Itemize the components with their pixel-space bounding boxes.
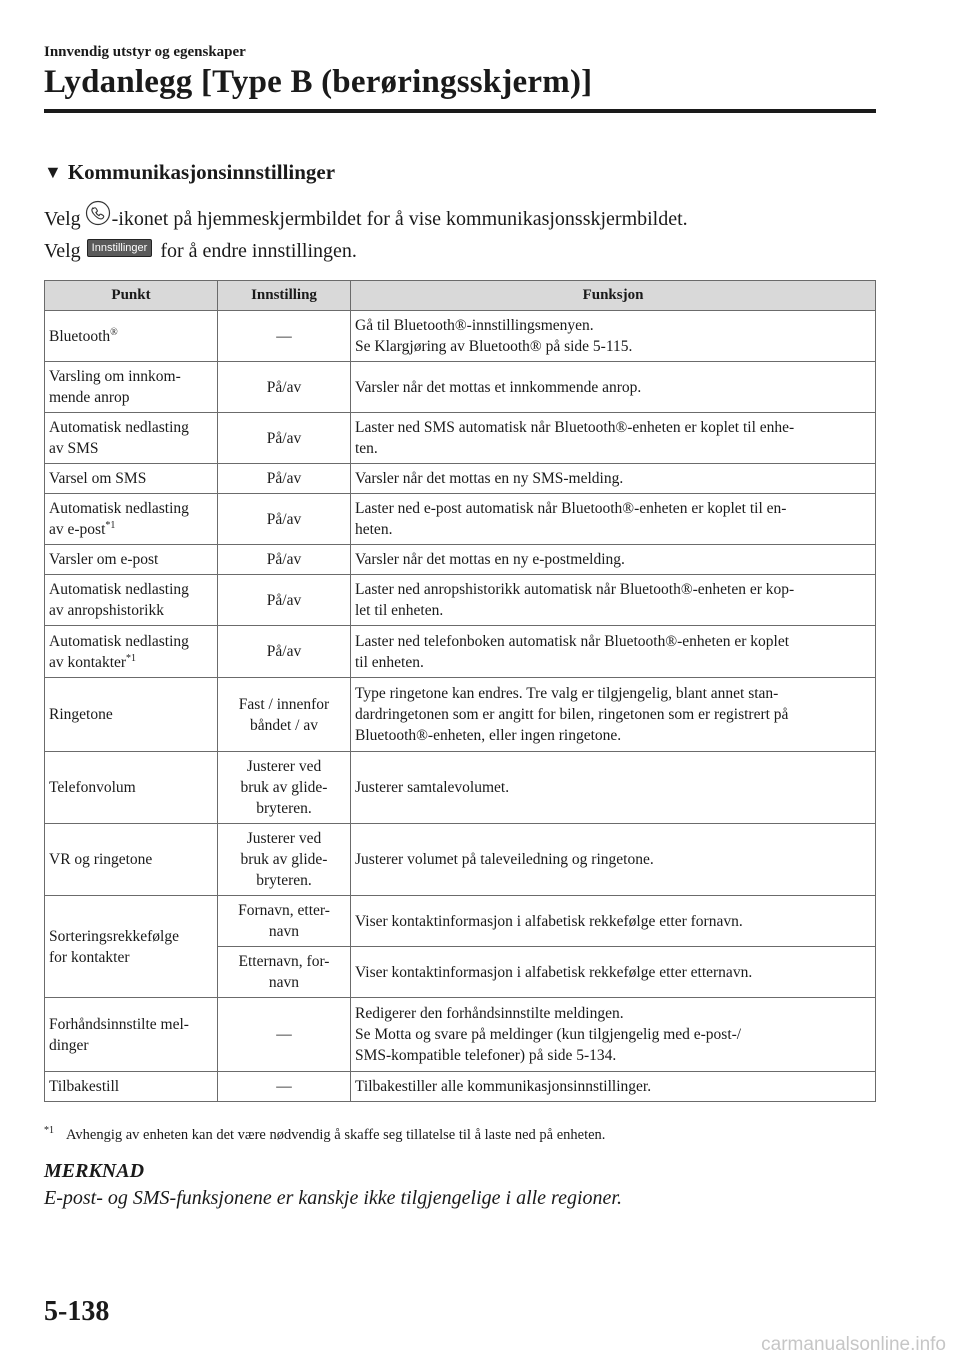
item-cell: Telefonvolum [45,752,218,824]
function-cell: Varsler når det mottas en ny e-postmelding. [351,545,876,575]
footnote [44,1127,605,1144]
header-funksjon: Funksjon [351,281,876,311]
setting-cell: På/av [218,362,351,413]
table-row [45,575,876,626]
section-heading-text: Kommunikasjonsinnstillinger [67,160,336,184]
section-heading [44,160,335,185]
watermark: carmanualsonline.info [761,1334,946,1355]
page-title: Lydanlegg [Type B (berøringsskjerm)] [44,64,593,100]
function-cell: Gå til Bluetooth®-innstillingsmenyen. Se Klargjøring av Bluetooth® på side 5-115. [351,311,876,362]
item-cell: Automatisk nedlasting av SMS [45,413,218,464]
setting-cell: På/av [218,464,351,494]
footnote-mark: *1 [44,1125,54,1137]
function-cell: Tilbakestiller alle kommunikasjonsinnstillinger. [351,1072,876,1102]
table-row [45,545,876,575]
header-punkt: Punkt [45,281,218,311]
function-cell: Laster ned telefonboken automatisk når Bluetooth®-enheten er koplet til enheten. [351,626,876,678]
intro-line-1 [44,206,688,232]
setting-cell: — [218,1072,351,1102]
setting-cell: Fast / innenfor båndet / av [218,678,351,752]
function-cell: Varsler når det mottas et innkommende anrop. [351,362,876,413]
table-row [45,311,876,362]
item-cell: Varsler om e-post [45,545,218,575]
function-cell: Varsler når det mottas en ny SMS-melding. [351,464,876,494]
triangle-marker-icon: ▼ [44,162,62,182]
table-row [45,824,876,896]
table-header-row [45,281,876,311]
setting-cell: På/av [218,545,351,575]
item-cell: Ringetone [45,678,218,752]
page-number: 5-138 [44,1296,110,1327]
intro-line-2-prefix: Velg [44,240,81,262]
item-cell: Sorteringsrekkefølge for kontakter [45,896,218,998]
function-cell: Laster ned anropshistorikk automatisk når Bluetooth®-enheten er kop- let til enheten. [351,575,876,626]
item-cell: Automatisk nedlasting av anropshistorikk [45,575,218,626]
item-cell: VR og ringetone [45,824,218,896]
item-cell: Varsling om innkom- mende anrop [45,362,218,413]
item-cell: Tilbakestill [45,1072,218,1102]
function-cell: Laster ned e-post automatisk når Bluetooth®-enheten er koplet til en- heten. [351,494,876,545]
table-row [45,896,876,947]
function-cell: Viser kontaktinformasjon i alfabetisk rekkefølge etter etternavn. [351,947,876,998]
item-cell: Automatisk nedlasting av kontakter$^{*1}$ [45,626,218,678]
header-innstilling: Innstilling [218,281,351,311]
table-row [45,1072,876,1102]
title-rule [44,109,876,113]
item-cell: Forhåndsinnstilte mel- dinger [45,998,218,1072]
intro-line-2 [44,240,357,263]
function-cell: Redigerer den forhåndsinnstilte meldingen. Se Motta og svare på meldinger (kun tilgjengelig med e-post-/ SMS-kompatible telefoner) på side 5-134. [351,998,876,1072]
setting-cell: Fornavn, etter- navn [218,896,351,947]
setting-cell: — [218,311,351,362]
table-row [45,494,876,545]
table-row [45,362,876,413]
item-cell: Varsel om SMS [45,464,218,494]
setting-cell: Justerer ved bruk av glide- bryteren. [218,824,351,896]
note-text: E-post- og SMS-funksjonene er kanskje ikke tilgjengelige i alle regioner. [44,1187,622,1209]
function-cell: Viser kontaktinformasjon i alfabetisk rekkefølge etter fornavn. [351,896,876,947]
item-cell: Automatisk nedlasting av e-post$^{*1}$ [45,494,218,545]
footnote-text: Avhengig av enheten kan det være nødvendig å skaffe seg tillatelse til å laste ned på enheten. [66,1127,606,1143]
function-cell: Laster ned SMS automatisk når Bluetooth®-enheten er koplet til enhe- ten. [351,413,876,464]
communication-settings-table [44,280,876,1102]
table-row [45,678,876,752]
item-cell: Bluetooth® [45,311,218,362]
table-row [45,413,876,464]
function-cell: Justerer samtalevolumet. [351,752,876,824]
table-row [45,464,876,494]
intro-line-1-suffix: -ikonet på hjemmeskjermbildet for å vise kommunikasjonsskjermbildet. [111,207,688,230]
function-cell: Type ringetone kan endres. Tre valg er tilgjengelig, blant annet stan- dardringetonen som er angitt for bilen, ringetonen som er registrert på Bluetooth®-enheten, eller ingen ringetone. [351,678,876,752]
chapter-label: Innvendig utstyr og egenskaper [44,44,246,60]
setting-cell: Justerer ved bruk av glide- bryteren. [218,752,351,824]
setting-cell: På/av [218,575,351,626]
table-row [45,626,876,678]
phone-icon [85,200,111,226]
intro-line-2-suffix: for å endre innstillingen. [160,240,357,262]
setting-cell: På/av [218,626,351,678]
table-row [45,998,876,1072]
intro-line-1-prefix: Velg [44,207,81,230]
setting-cell: Etternavn, for- navn [218,947,351,998]
setting-cell: På/av [218,494,351,545]
settings-button-graphic: Innstillinger [87,239,153,257]
function-cell: Justerer volumet på taleveiledning og ringetone. [351,824,876,896]
setting-cell: — [218,998,351,1072]
table-row [45,752,876,824]
setting-cell: På/av [218,413,351,464]
note-heading: MERKNAD [44,1160,145,1182]
